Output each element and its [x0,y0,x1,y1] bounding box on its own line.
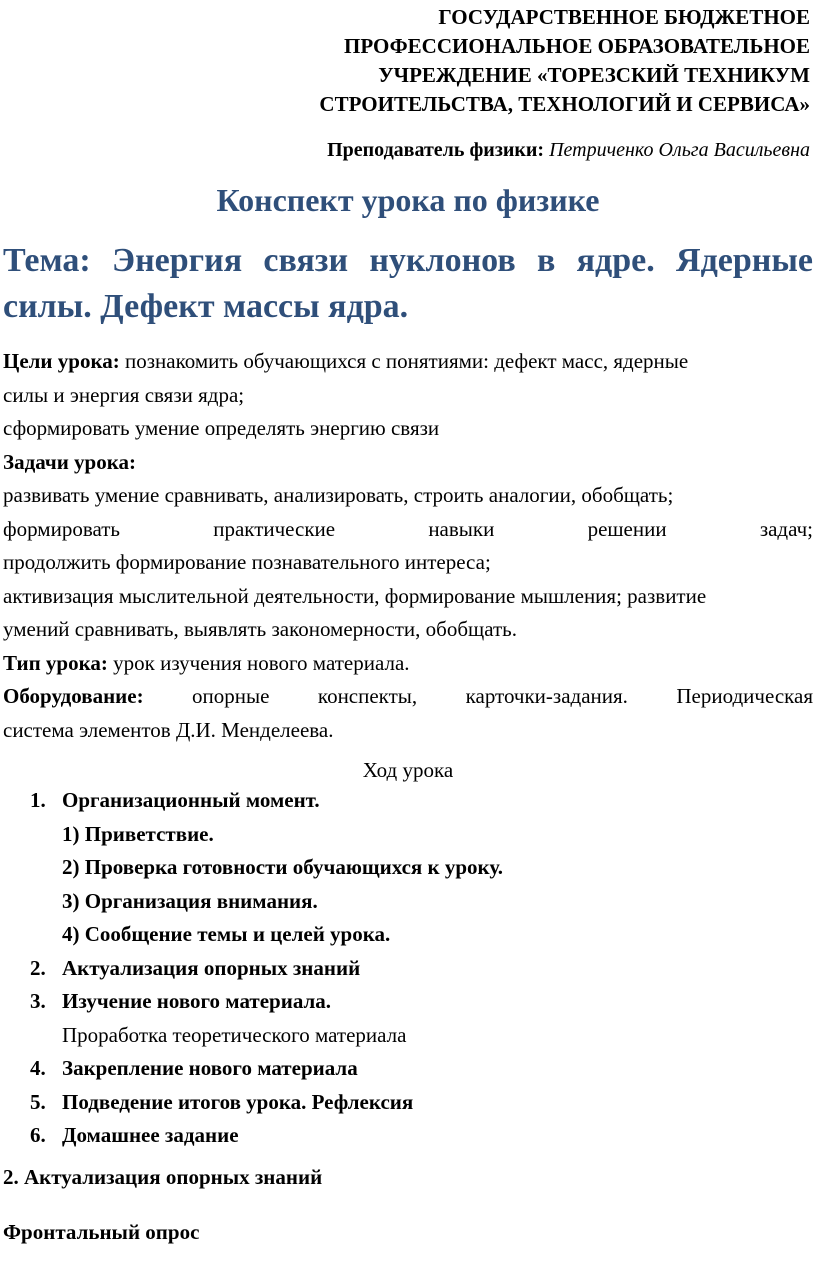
list-number: 3. [30,989,46,1013]
list-text: Закрепление нового материала [62,1056,358,1080]
task-item: активизация мыслительной деятельности, формирование мышления; развитие [3,583,707,608]
course-heading: Ход урока [362,758,454,782]
list-text: Изучение нового материала. [62,989,332,1013]
goals-label: Цели урока: [3,349,120,373]
equipment-text: опорные конспекты, карточки-задания. Периодическая [143,684,813,708]
topic-line-1: Тема: Энергия связи нуклонов в ядре. Ядерные [3,242,813,279]
lesson-topic [3,238,813,330]
list-text: Организационный момент. [62,788,320,812]
sub-item: 1) Приветствие. [62,821,214,846]
equipment-label: Оборудование: [3,684,144,708]
task-item: умений сравнивать, выявлять закономерности, обобщать. [3,617,517,641]
goals-line-2: силы и энергия связи ядра; [3,382,245,407]
teacher-label: Преподаватель физики: [327,139,545,161]
list-number: 2. [30,955,46,980]
list-item [0,1052,503,1086]
lesson-type-line [3,647,813,681]
sub-item: 3) Организация внимания. [62,888,318,913]
lesson-type-label: Тип урока: [3,650,108,675]
course-list [0,784,503,1153]
list-text: Подведение итогов урока. Рефлексия [62,1089,414,1114]
header-line: УЧРЕЖДЕНИЕ «ТОРЕЗСКИЙ ТЕХНИКУМ [378,63,810,87]
task-item: развивать умение сравнивать, анализировать, строить аналогии, обобщать; [3,483,674,507]
section-heading: 2. Актуализация опорных знаний [3,1165,323,1189]
header-line: СТРОИТЕЛЬСТВА, ТЕХНОЛОГИЙ И СЕРВИСА» [319,92,810,116]
lesson-info [3,345,813,747]
frontal-survey-heading: Фронтальный опрос [3,1220,200,1244]
goals-text: познакомить обучающихся с понятиями: дефект масс, ядерные [119,349,689,373]
topic-line-2: силы. Дефект массы ядра. [3,288,409,325]
list-number: 5. [30,1089,46,1114]
sub-item: 4) Сообщение темы и целей урока. [62,922,391,946]
institution-header [319,3,810,119]
goals-line-3: сформировать умение определять энергию связи [3,416,440,440]
list-text: Домашнее задание [62,1123,239,1147]
list-item [0,1119,503,1153]
task-item: продолжить формирование познавательного интереса; [3,550,491,574]
sub-item: 2) Проверка готовности обучающихся к уроку. [62,855,504,879]
tasks-label: Задачи урока: [3,449,137,474]
item-note: Проработка теоретического материала [62,1022,407,1047]
header-line: ПРОФЕССИОНАЛЬНОЕ ОБРАЗОВАТЕЛЬНОЕ [344,34,810,58]
list-item [0,784,503,818]
document-title: Конспект урока по физике [216,182,600,218]
equipment-line-2: система элементов Д.И. Менделеева. [3,717,334,742]
list-item [0,952,503,986]
list-number: 4. [30,1056,46,1080]
equipment-line-1 [3,680,813,714]
teacher-line [327,137,810,163]
list-item [0,1086,503,1120]
teacher-name: Петриченко Ольга Васильевна [549,139,810,161]
list-text: Актуализация опорных знаний [62,955,361,980]
list-item [0,985,503,1019]
header-line: ГОСУДАРСТВЕННОЕ БЮДЖЕТНОЕ [438,5,810,29]
lesson-type-value: урок изучения нового материала. [107,650,410,675]
task-item: формировать практические навыки решении задач; [3,516,813,541]
list-number: 6. [30,1123,46,1147]
goals-line-1 [3,345,813,379]
list-number: 1. [30,788,46,812]
